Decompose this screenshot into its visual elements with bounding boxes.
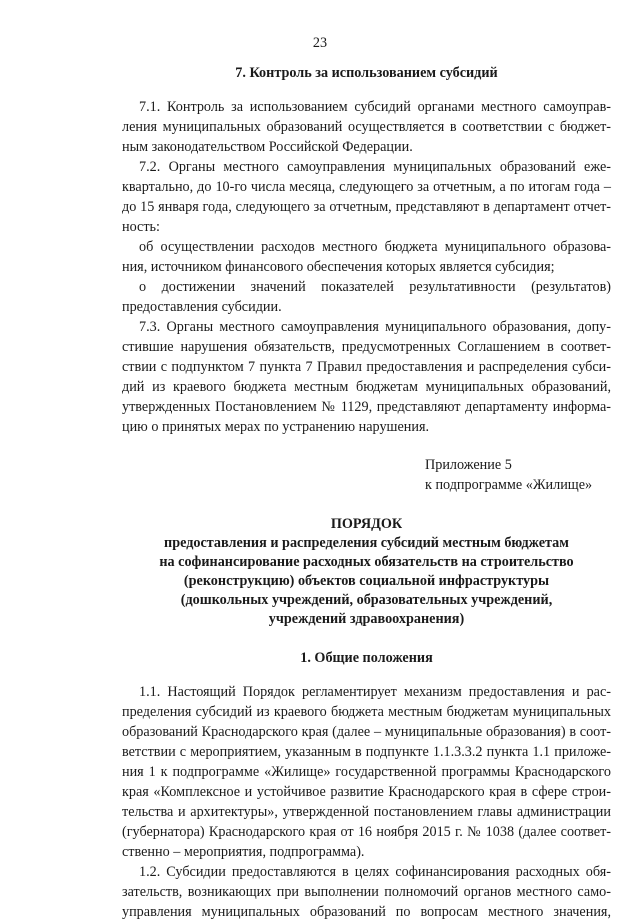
section-7-line: 7.1. Контроль за использованием субсидий органами местного самоупрaв-	[139, 99, 611, 115]
section-1-line: управления муниципальных образований по вопросам местного значения,	[122, 904, 611, 920]
section-1-heading: 1. Общие положения	[300, 650, 433, 666]
section-1-line: зательств, возникающих при выполнении полномочий органов местного само-	[122, 884, 611, 900]
section-7-line: цию о принятых мерах по устранению нарушения.	[122, 419, 430, 435]
section-1-line: 1.1. Настоящий Порядок регламентирует механизм предоставления и рас-	[139, 684, 611, 700]
appendix-reference: к подпрограмме «Жилище»	[425, 477, 593, 493]
section-1-line: ветствии с мероприятием, указанным в подпункте 1.1.3.3.2 пункта 1.1 приложе-	[122, 744, 611, 760]
section-1-line: ния 1 к подпрограмме «Жилище» государственной программы Краснодарского	[122, 764, 611, 780]
section-1-line: образований Краснодарского края (далее – муниципальные образования) в соот-	[122, 724, 611, 740]
section-7-line: стившие нарушения обязательств, предусмотренных Соглашением в соответ-	[122, 339, 611, 355]
section-7-line: ния, источником финансового обеспечения которых является субсидия;	[122, 259, 555, 275]
appendix-label: Приложение 5	[425, 457, 512, 473]
order-title: ПОРЯДОК	[330, 516, 403, 532]
section-7-line: предоставления субсидии.	[122, 299, 282, 315]
section-1-line: пределения субсидий из краевого бюджета местным бюджетам муниципальных	[122, 704, 611, 720]
order-subtitle-line: (реконструкцию) объектов социальной инфраструктуры	[183, 573, 550, 589]
section-1-line: края «Комплексное и устойчивое развитие Краснодарского края в сфере строи-	[122, 784, 611, 800]
order-subtitle-line: учреждений здравоохранения)	[268, 611, 465, 627]
order-subtitle-line: предоставления и распределения субсидий местным бюджетам	[164, 535, 569, 551]
section-1-line: тельства и архитектуры», утвержденной постановлением главы администрации	[122, 804, 611, 820]
section-7-line: о достижении значений показателей результативности (результатов)	[139, 279, 611, 295]
section-7-heading: 7. Контроль за использованием субсидий	[235, 65, 498, 81]
section-1-line: ственно – мероприятия, подпрограмма).	[122, 844, 365, 860]
section-7-line: ления муниципальных образований осуществляется в соответствии с бюджет-	[122, 119, 611, 135]
section-7-line: 7.2. Органы местного самоуправления муниципальных образований еже-	[139, 159, 611, 175]
section-7-line: ствии с подпунктом 7 пункта 7 Правил предоставления и распределения субси-	[122, 359, 611, 375]
section-1-line: 1.2. Субсидии предоставляются в целях софинансирования расходных обя-	[139, 864, 611, 880]
section-7-line: до 15 января года, следующего за отчетным, представляют в департамент отчет-	[122, 199, 611, 215]
section-7-line: дий из краевого бюджета местным бюджетам муниципальных образований,	[122, 379, 611, 395]
section-7-line: ным законодательством Российской Федерации.	[122, 139, 413, 155]
section-7-line: об осуществлении расходов местного бюджета муниципального образова-	[139, 239, 611, 255]
section-7-line: ность:	[122, 219, 160, 235]
section-1-line: (губернатора) Краснодарского края от 16 ноября 2015 г. № 1038 (далее соответ-	[122, 824, 611, 840]
order-subtitle-line: на софинансирование расходных обязательств на строительство	[159, 554, 574, 570]
section-7-line: утвержденных Постановлением № 1129, представляют департаменту информа-	[122, 399, 611, 415]
section-7-line: квартально, до 10-го числа месяца, следующего за отчетным, а по итогам года –	[122, 179, 611, 195]
page-number: 23	[312, 35, 328, 51]
order-subtitle-line: (дошкольных учреждений, образовательных учреждений,	[180, 592, 553, 608]
section-7-line: 7.3. Органы местного самоуправления муниципального образования, допу-	[139, 319, 611, 335]
